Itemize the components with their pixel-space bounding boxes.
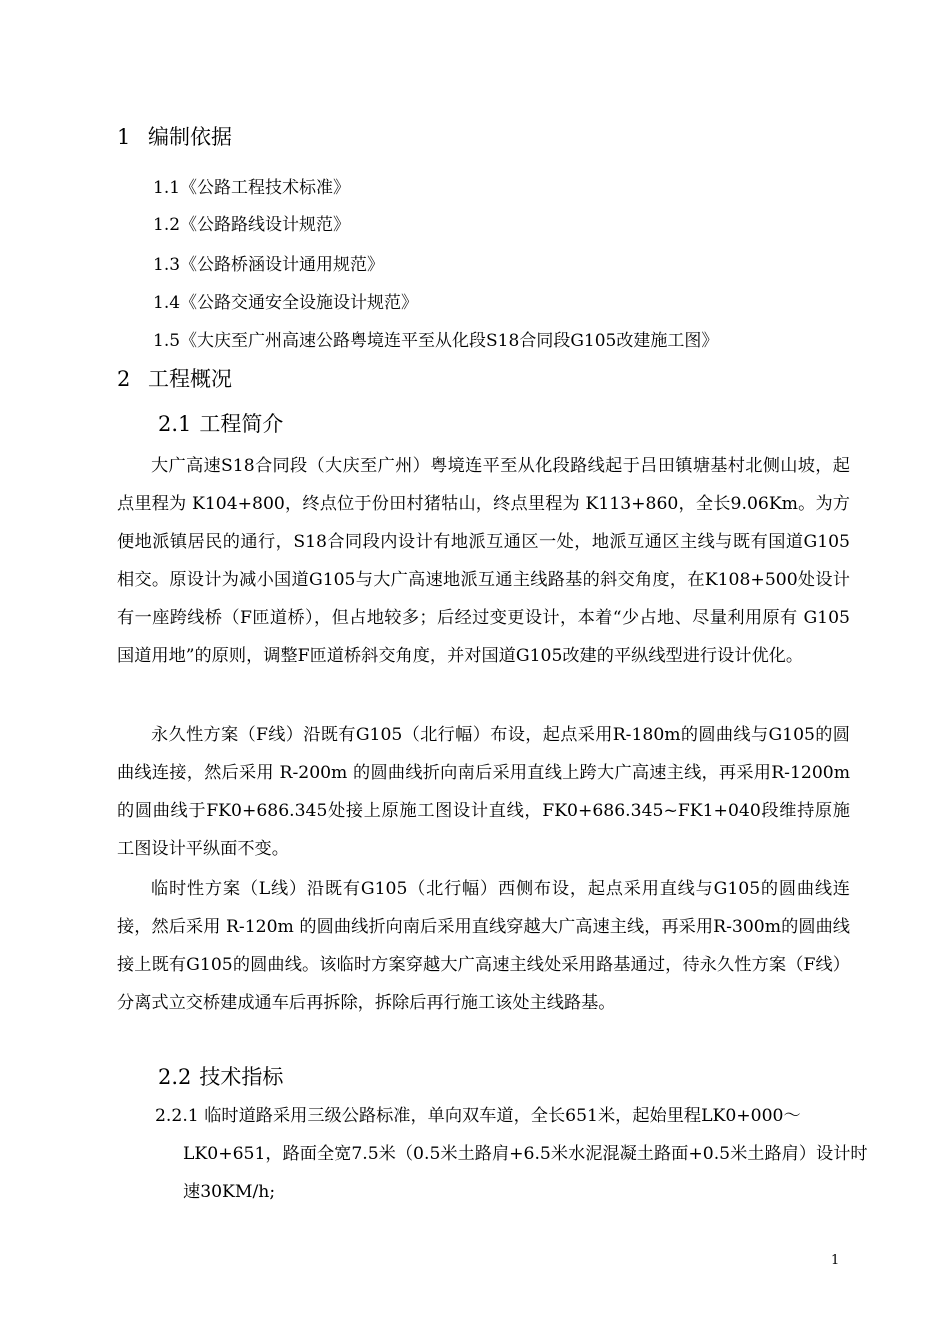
section-heading-2: [117, 366, 232, 392]
subsection-heading-2-2: [158, 1064, 283, 1090]
page-number: 1: [831, 1253, 840, 1268]
reference-item: 1.2《公路路线设计规范》: [153, 215, 351, 235]
subsection-number: 2.2: [158, 1065, 192, 1089]
section-title: 工程概况: [148, 367, 232, 391]
section-number: 2: [117, 367, 131, 391]
reference-item: 1.3《公路桥涵设计通用规范》: [153, 255, 385, 275]
section-heading-1: [117, 124, 232, 150]
section-number: 1: [117, 125, 131, 149]
section-title: 编制依据: [148, 125, 232, 149]
spec-item: 2.2.1 临时道路采用三级公路标准，单向双车道，全长651米，起始里程LK0+000～LK0+651，路面全宽7.5米（0.5米土路肩+6.5米水泥混凝土路面+0.5米土路肩）设计时速30KM/h;: [155, 1106, 868, 1202]
subsection-title: 工程简介: [199, 412, 284, 436]
reference-item: 1.4《公路交通安全设施设计规范》: [153, 293, 419, 313]
subsection-number: 2.1: [158, 412, 192, 436]
subsection-heading-2-1: [158, 411, 283, 437]
body-paragraph: 大广高速S18合同段（大庆至广州）粤境连平至从化段路线起于吕田镇塘基村北侧山坡，起点里程为 K104+800，终点位于份田村猪牯山，终点里程为 K113+860，全长9.06Km。为方便地派镇居民的通行，S18合同段内设计有地派互通区一处，地派互通区主线与既有国道G105相交。原设计为减小国道G105与大广高速地派互通主线路基的斜交角度，在K108+500处设计有一座跨线桥（F匝道桥），但占地较多；后经过变更设计，本着“少占地、尽量利用原有 G105国道用地”的原则，调整F匝道桥斜交角度，并对国道G105改建的平纵线型进行设计优化。: [117, 456, 850, 666]
body-paragraph: 永久性方案（F线）沿既有G105（北行幅）布设，起点采用R-180m的圆曲线与G105的圆曲线连接，然后采用 R-200m 的圆曲线折向南后采用直线上跨大广高速主线，再采用R-1200m的圆曲线于FK0+686.345处接上原施工图设计直线，FK0+686.345~FK1+040段维持原施工图设计平纵面不变。: [117, 725, 850, 859]
subsection-title: 技术指标: [199, 1065, 284, 1089]
reference-item: 1.5《大庆至广州高速公路粤境连平至从化段S18合同段G105改建施工图》: [153, 331, 719, 351]
reference-item: 1.1《公路工程技术标准》: [153, 178, 351, 198]
body-paragraph: 临时性方案（L线）沿既有G105（北行幅）西侧布设，起点采用直线与G105的圆曲线连接，然后采用 R-120m 的圆曲线折向南后采用直线穿越大广高速主线，再采用R-300m的圆曲线接上既有G105的圆曲线。该临时方案穿越大广高速主线处采用路基通过，待永久性方案（F线）分离式立交桥建成通车后再拆除，拆除后再行施工该处主线路基。: [117, 879, 850, 1013]
